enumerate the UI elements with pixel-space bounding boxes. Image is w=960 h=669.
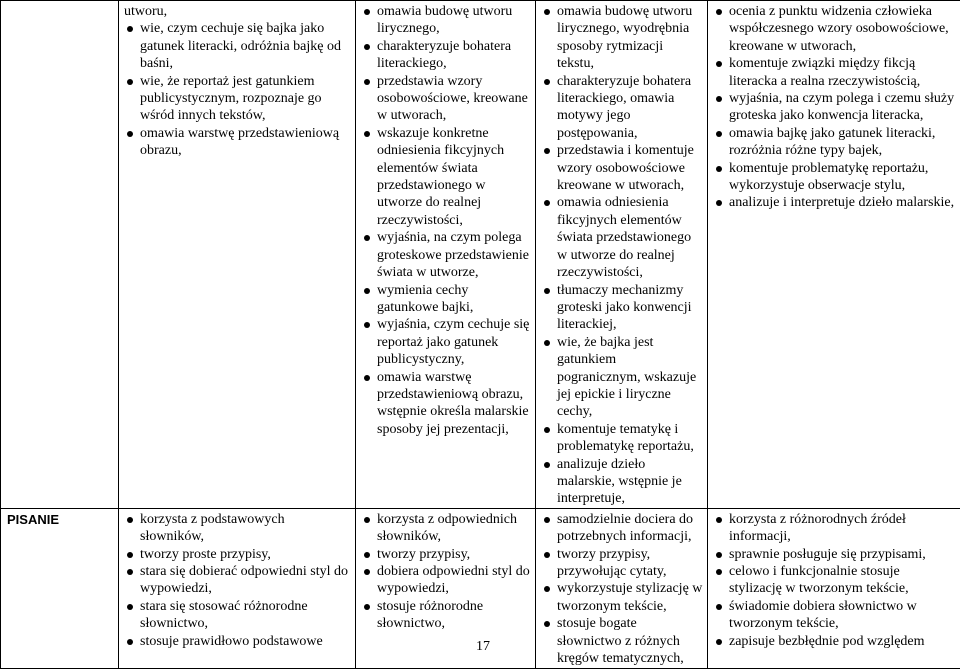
list-item-text: wyjaśnia, na czym polega groteskowe przedstawienie świata w utworze, xyxy=(377,230,529,280)
bullet-icon xyxy=(364,375,370,381)
list-item-text: wie, że reportaż jest gatunkiem publicystycznym, rozpoznaje go wśród innych tekstów, xyxy=(140,74,322,124)
list-item xyxy=(361,38,531,73)
list-item-text: dobiera odpowiedni styl do wypowiedzi, xyxy=(377,564,530,596)
list-item-text: tworzy przypisy, przywołując cytaty, xyxy=(557,547,667,579)
bullet-icon xyxy=(716,569,722,575)
list-item-text: komentuje problematykę reportażu, wykorzystuje obserwacje stylu, xyxy=(729,161,928,193)
list-item-text: przedstawia i komentuje wzory osobowościowe kreowane w utworach, xyxy=(557,143,694,193)
bullet-icon xyxy=(716,61,722,67)
bullet-icon xyxy=(716,9,722,15)
list-item xyxy=(124,511,351,546)
bullet-icon xyxy=(364,235,370,241)
list-item-text: wskazuje konkretne odniesienia fikcyjnych elementów świata przedstawionego w utworze do realnej rzeczywistości, xyxy=(377,126,504,228)
cell-level-1 xyxy=(119,508,356,668)
cell-level-2 xyxy=(356,508,536,668)
list-item xyxy=(361,511,531,546)
list-item xyxy=(124,598,351,633)
list-item xyxy=(713,55,956,90)
bullet-icon xyxy=(544,552,550,558)
bullet-icon xyxy=(544,9,550,15)
list-item-text: wyjaśnia, czym cechuje się reportaż jako gatunek publicystyczny, xyxy=(377,317,529,367)
bullet-icon xyxy=(364,131,370,137)
bullet-icon xyxy=(127,131,133,137)
bullet-icon xyxy=(127,569,133,575)
list-item xyxy=(713,633,956,650)
bullet-icon xyxy=(364,9,370,15)
list-item-text: omawia bajkę jako gatunek literacki, rozróżnia różne typy bajek, xyxy=(729,126,935,158)
bullet-icon xyxy=(364,569,370,575)
list-item xyxy=(361,125,531,229)
list-item xyxy=(541,334,703,421)
bullet-icon xyxy=(364,517,370,523)
list-item xyxy=(361,3,531,38)
requirements-list xyxy=(713,3,956,212)
list-item xyxy=(361,546,531,563)
list-item-text: tłumaczy mechanizmy groteski jako konwencji literackiej, xyxy=(557,283,692,333)
list-item xyxy=(541,615,703,667)
list-item-text: komentuje tematykę i problematykę reportażu, xyxy=(557,422,694,454)
list-item xyxy=(713,90,956,125)
bullet-icon xyxy=(127,604,133,610)
list-item xyxy=(361,563,531,598)
list-item xyxy=(541,456,703,508)
bullet-icon xyxy=(716,639,722,645)
list-item xyxy=(124,546,351,563)
list-item-text: korzysta z odpowiednich słowników, xyxy=(377,512,517,544)
list-item-text: tworzy przypisy, xyxy=(377,547,470,562)
bullet-icon xyxy=(716,200,722,206)
bullet-icon xyxy=(127,517,133,523)
bullet-icon xyxy=(544,288,550,294)
requirements-list xyxy=(361,511,531,633)
list-item xyxy=(124,73,351,125)
list-item xyxy=(541,546,703,581)
list-item-text: ocenia z punktu widzenia człowieka współczesnego wzory osobowościowe, kreowane w utworach, xyxy=(729,4,949,54)
list-item xyxy=(124,3,351,20)
list-item xyxy=(124,633,351,650)
list-item-text: tworzy proste przypisy, xyxy=(140,547,271,562)
list-item xyxy=(361,229,531,281)
list-item xyxy=(713,598,956,633)
list-item xyxy=(713,511,956,546)
bullet-icon xyxy=(127,552,133,558)
bullet-icon xyxy=(364,44,370,50)
table-row-top xyxy=(1,1,960,509)
bullet-icon xyxy=(716,604,722,610)
list-item-text: wie, że bajka jest gatunkiem pogranicznym, wskazuje jej epickie i liryczne cechy, xyxy=(557,335,696,420)
list-item-text: charakteryzuje bohatera literackiego, xyxy=(377,39,511,71)
list-item xyxy=(361,369,531,439)
bullet-icon xyxy=(716,96,722,102)
list-item-text: przedstawia wzory osobowościowe, kreowane w utworach, xyxy=(377,74,528,124)
list-item xyxy=(124,20,351,72)
requirements-list xyxy=(713,511,956,650)
bullet-icon xyxy=(364,604,370,610)
list-item-text: analizuje i interpretuje dzieło malarskie, xyxy=(729,195,954,210)
bullet-icon xyxy=(716,552,722,558)
bullet-icon xyxy=(127,26,133,32)
list-item-text: wie, czym cechuje się bajka jako gatunek literacki, odróżnia bajkę od baśni, xyxy=(140,21,341,71)
list-item xyxy=(713,546,956,563)
bullet-icon xyxy=(364,79,370,85)
cell-level-3 xyxy=(536,1,708,509)
bullet-icon xyxy=(544,621,550,627)
list-item xyxy=(361,598,531,633)
list-item xyxy=(541,3,703,73)
list-item-text: omawia budowę utworu lirycznego, wyodrębnia sposoby rytmizacji tekstu, xyxy=(557,4,692,71)
list-item-text: wyjaśnia, na czym polega i czemu służy groteska jako konwencja literacka, xyxy=(729,91,954,123)
bullet-icon xyxy=(364,322,370,328)
list-item xyxy=(713,3,956,55)
requirements-list xyxy=(541,3,703,508)
list-item-text: analizuje dzieło malarskie, wstępnie je interpretuje, xyxy=(557,457,682,507)
list-item-text: stara się dobierać odpowiedni styl do wypowiedzi, xyxy=(140,564,348,596)
list-item-text: stosuje bogate słownictwo z różnych kręgów tematycznych, xyxy=(557,616,684,666)
list-item-text: komentuje związki między fikcją literacka a realna rzeczywistością, xyxy=(729,56,920,88)
list-item-text: celowo i funkcjonalnie stosuje stylizację w tworzonym tekście, xyxy=(729,564,909,596)
bullet-icon xyxy=(127,79,133,85)
row-label-cell xyxy=(1,1,119,509)
list-item-text: omawia warstwę przedstawieniową obrazu, xyxy=(140,126,339,158)
bullet-icon xyxy=(544,462,550,468)
bullet-icon xyxy=(544,427,550,433)
cell-level-1 xyxy=(119,1,356,509)
list-item xyxy=(124,563,351,598)
list-item xyxy=(713,125,956,160)
requirements-list xyxy=(124,3,351,160)
requirements-list xyxy=(361,3,531,438)
list-item xyxy=(361,282,531,317)
bullet-icon xyxy=(544,79,550,85)
list-item-text: sprawnie posługuje się przypisami, xyxy=(729,547,926,562)
list-item xyxy=(541,421,703,456)
list-item-text: korzysta z podstawowych słowników, xyxy=(140,512,285,544)
list-item-text: wymienia cechy gatunkowe bajki, xyxy=(377,283,473,315)
cell-level-3 xyxy=(536,508,708,668)
bullet-icon xyxy=(544,340,550,346)
bullet-icon xyxy=(544,148,550,154)
list-item-text: stosuje różnorodne słownictwo, xyxy=(377,599,483,631)
bullet-icon xyxy=(544,200,550,206)
list-item xyxy=(541,511,703,546)
list-item xyxy=(713,563,956,598)
list-item-text: świadomie dobiera słownictwo w tworzonym tekście, xyxy=(729,599,917,631)
list-item-text: charakteryzuje bohatera literackiego, omawia motywy jego postępowania, xyxy=(557,74,691,141)
list-item-text: korzysta z różnorodnych źródeł informacji, xyxy=(729,512,906,544)
list-item-text: omawia warstwę przedstawieniową obrazu, wstępnie określa malarskie sposoby jej prezentacji, xyxy=(377,370,529,437)
requirements-list xyxy=(541,511,703,668)
list-item-text: omawia odniesienia fikcyjnych elementów świata przedstawionego w utworze do realnej rzeczywistości, xyxy=(557,195,691,280)
bullet-icon xyxy=(716,131,722,137)
requirements-list xyxy=(124,511,351,650)
list-item xyxy=(361,73,531,125)
list-item xyxy=(541,194,703,281)
list-item xyxy=(713,194,956,211)
list-item-text: samodzielnie dociera do potrzebnych informacji, xyxy=(557,512,693,544)
list-item xyxy=(541,73,703,143)
list-item xyxy=(361,316,531,368)
cell-level-2 xyxy=(356,1,536,509)
bullet-icon xyxy=(716,166,722,172)
bullet-icon xyxy=(127,639,133,645)
bullet-icon xyxy=(544,517,550,523)
bullet-icon xyxy=(544,586,550,592)
list-item-text: stosuje prawidłowo podstawowe xyxy=(140,634,323,649)
cell-level-4 xyxy=(708,508,960,668)
list-item-text: wykorzystuje stylizację w tworzonym tekście, xyxy=(557,581,702,613)
bullet-icon xyxy=(364,552,370,558)
list-item xyxy=(124,125,351,160)
cell-level-4 xyxy=(708,1,960,509)
list-item xyxy=(713,160,956,195)
list-item-text: stara się stosować różnorodne słownictwo, xyxy=(140,599,308,631)
bullet-icon xyxy=(364,288,370,294)
list-item xyxy=(541,282,703,334)
list-item-text: utworu, xyxy=(124,4,167,19)
list-item-text: omawia budowę utworu lirycznego, xyxy=(377,4,512,36)
row-label-pisanie: PISANIE xyxy=(1,508,119,668)
list-item xyxy=(541,142,703,194)
bullet-icon xyxy=(716,517,722,523)
page-number: 17 xyxy=(476,638,490,655)
list-item xyxy=(541,580,703,615)
list-item-text: zapisuje bezbłędnie pod względem xyxy=(729,634,925,649)
